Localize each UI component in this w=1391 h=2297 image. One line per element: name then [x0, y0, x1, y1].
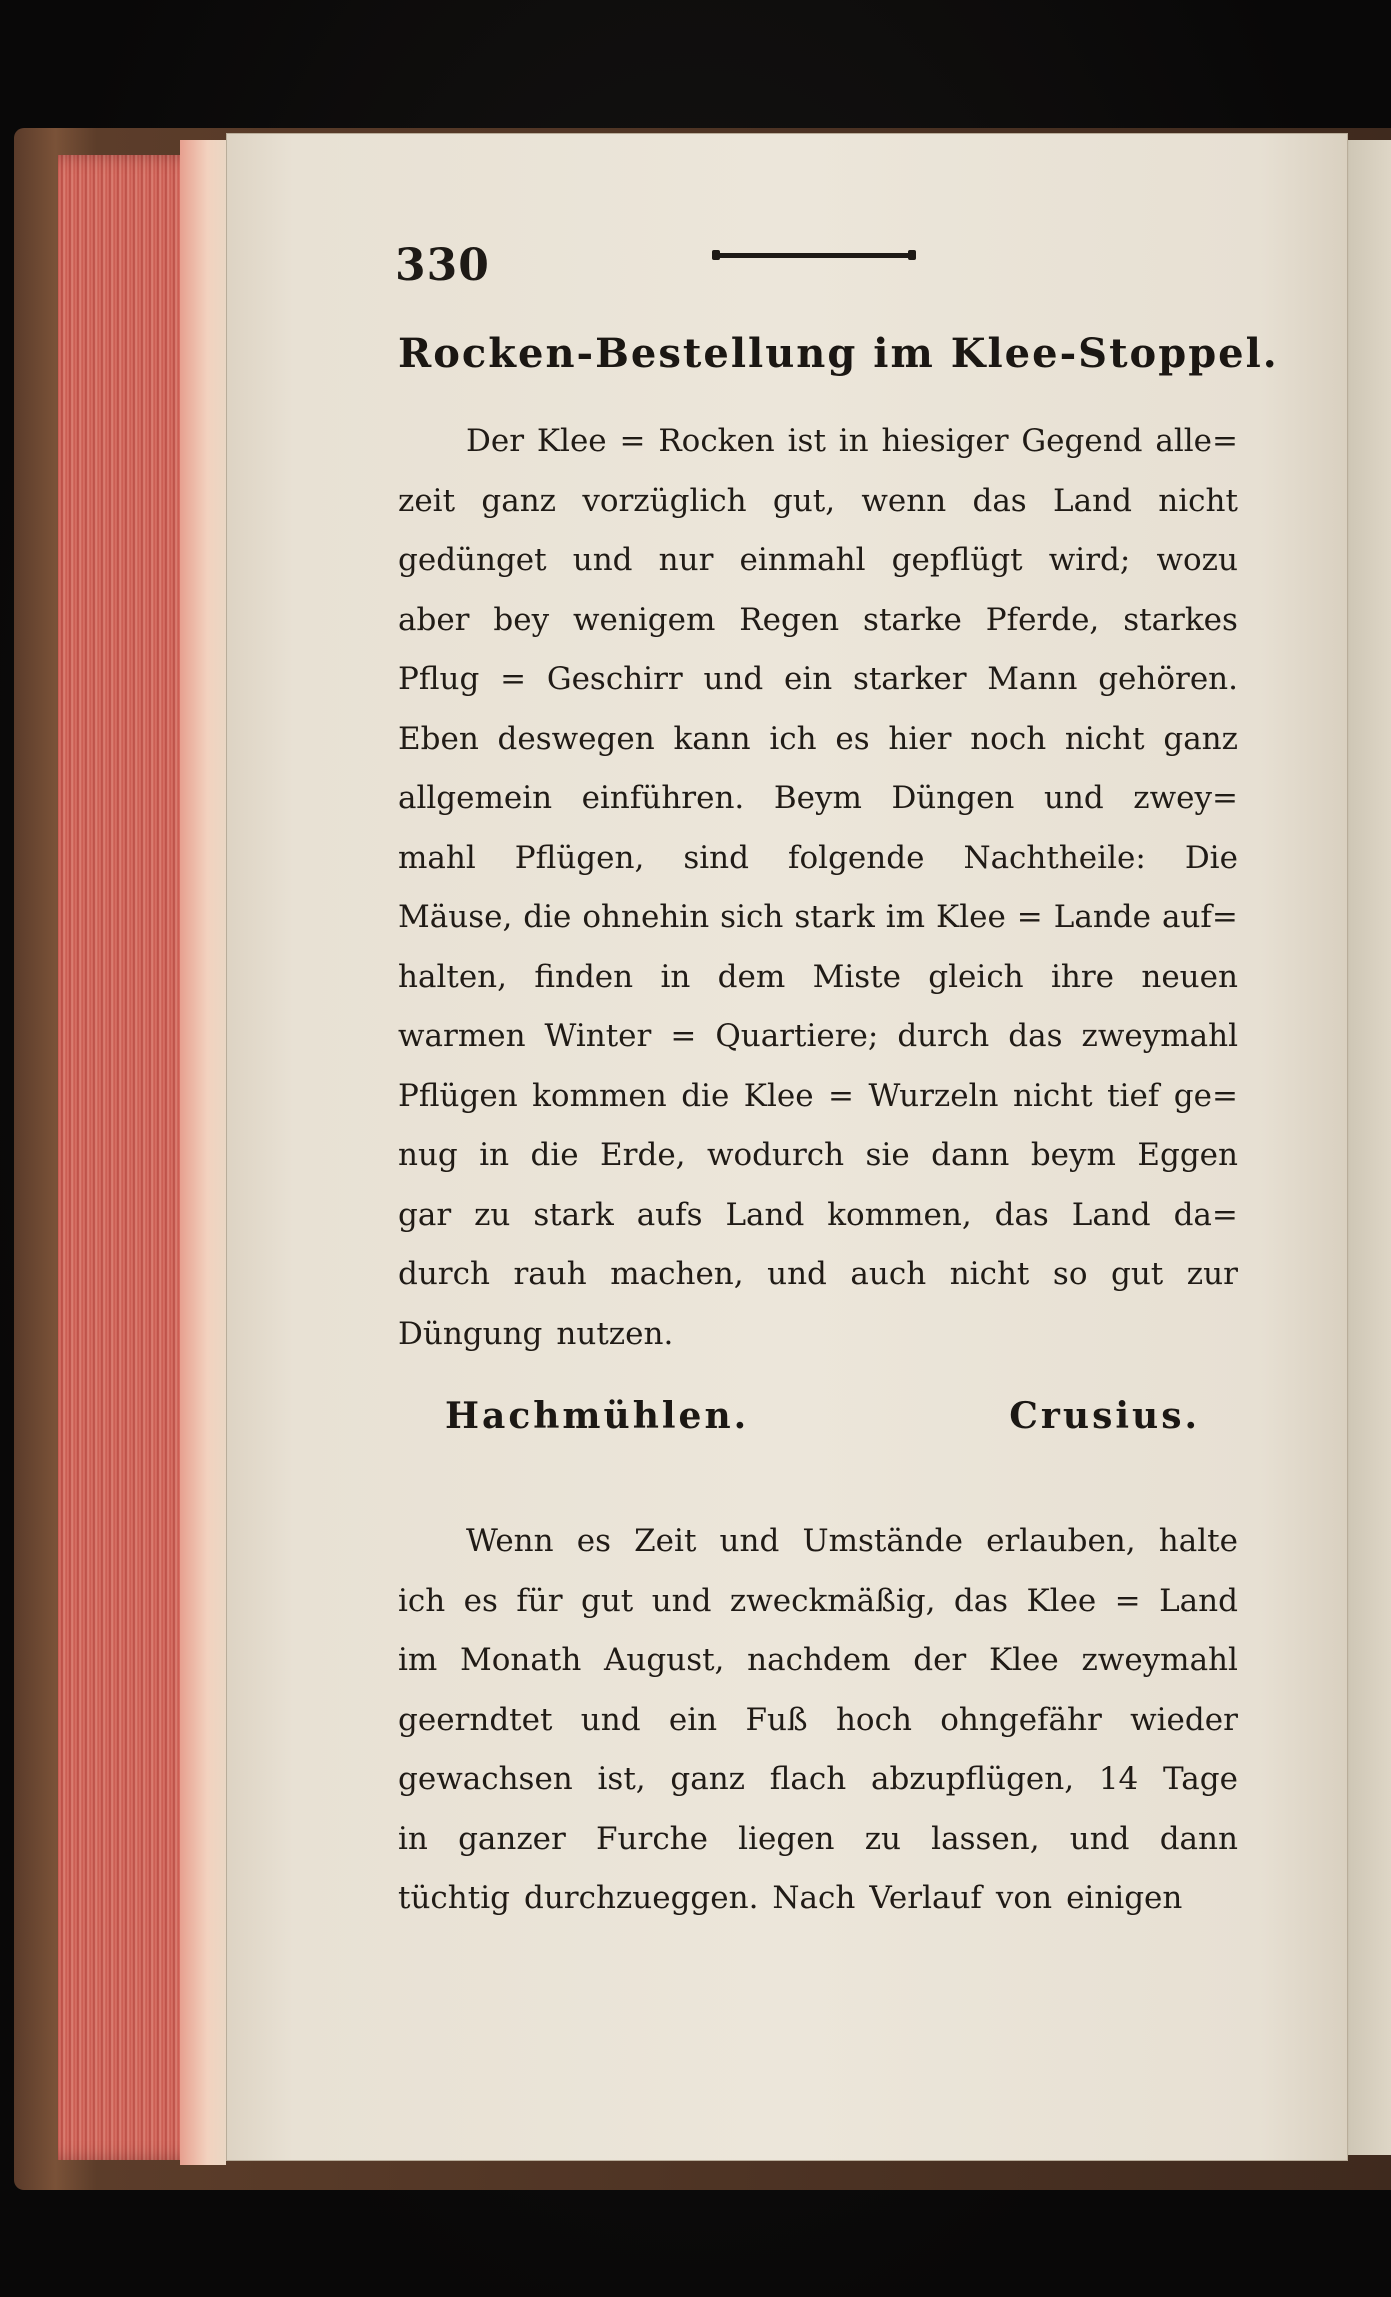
- text-line: gar zu stark aufs Land kommen, das Land da=: [398, 1196, 1238, 1233]
- text-line: Pflug = Geschirr und ein starker Mann gehören.: [398, 661, 1238, 697]
- text-line: halten, finden in dem Miste gleich ihre neuen: [398, 958, 1238, 995]
- text-line: ich es für gut und zweckmäßig, das Klee = Land: [398, 1582, 1238, 1619]
- text-line: nug in die Erde, wodurch sie dann beym Eggen: [398, 1137, 1238, 1173]
- text-line: mahl Pflügen, sind folgende Nachtheile: Die: [398, 839, 1238, 876]
- text-line: Eben deswegen kann ich es hier noch nicht ganz: [398, 720, 1238, 757]
- text-line: warmen Winter = Quartiere; durch das zweymahl: [398, 1018, 1238, 1054]
- signature-line: [445, 1395, 1200, 1437]
- signature-place: Hachmühlen.: [445, 1395, 750, 1437]
- text-line: tüchtig durchzueggen. Nach Verlauf von einigen: [398, 1880, 1183, 1916]
- paragraph-2: [398, 1512, 1238, 1929]
- text-line: Düngung nutzen.: [398, 1315, 674, 1352]
- paragraph-1: [398, 412, 1238, 1364]
- header-ornament-rule: [712, 248, 917, 262]
- text-line: zeit ganz vorzüglich gut, wenn das Land nicht: [398, 482, 1238, 519]
- text-line: durch rauh machen, und auch nicht so gut zur: [398, 1256, 1238, 1292]
- text-line: gewachsen ist, ganz flach abzupflügen, 14 Tage: [398, 1761, 1238, 1797]
- text-line: geerndtet und ein Fuß hoch ohngefähr wieder: [398, 1701, 1238, 1738]
- text-line: allgemein einführen. Beym Düngen und zwey=: [398, 780, 1238, 816]
- text-line: in ganzer Furche liegen zu lassen, und dann: [398, 1820, 1238, 1857]
- section-heading: Rocken-Bestellung im Klee-Stoppel.: [398, 330, 1279, 377]
- page-number: 330: [395, 240, 490, 291]
- text-line: Wenn es Zeit und Umstände erlauben, halte: [466, 1523, 1238, 1559]
- text-line: aber bey wenigem Regen starke Pferde, starkes: [398, 601, 1238, 638]
- text-line: gedünget und nur einmahl gepflügt wird; wozu: [398, 542, 1238, 578]
- text-line: im Monath August, nachdem der Klee zweymahl: [398, 1642, 1238, 1678]
- signature-author: Crusius.: [1009, 1395, 1200, 1437]
- text-line: Der Klee = Rocken ist in hiesiger Gegend alle=: [466, 423, 1238, 459]
- text-line: Mäuse, die ohnehin sich stark im Klee = Lande auf=: [398, 899, 1238, 935]
- text-line: Pflügen kommen die Klee = Wurzeln nicht tief ge=: [398, 1077, 1238, 1114]
- page-edges-highlight: [180, 140, 226, 2165]
